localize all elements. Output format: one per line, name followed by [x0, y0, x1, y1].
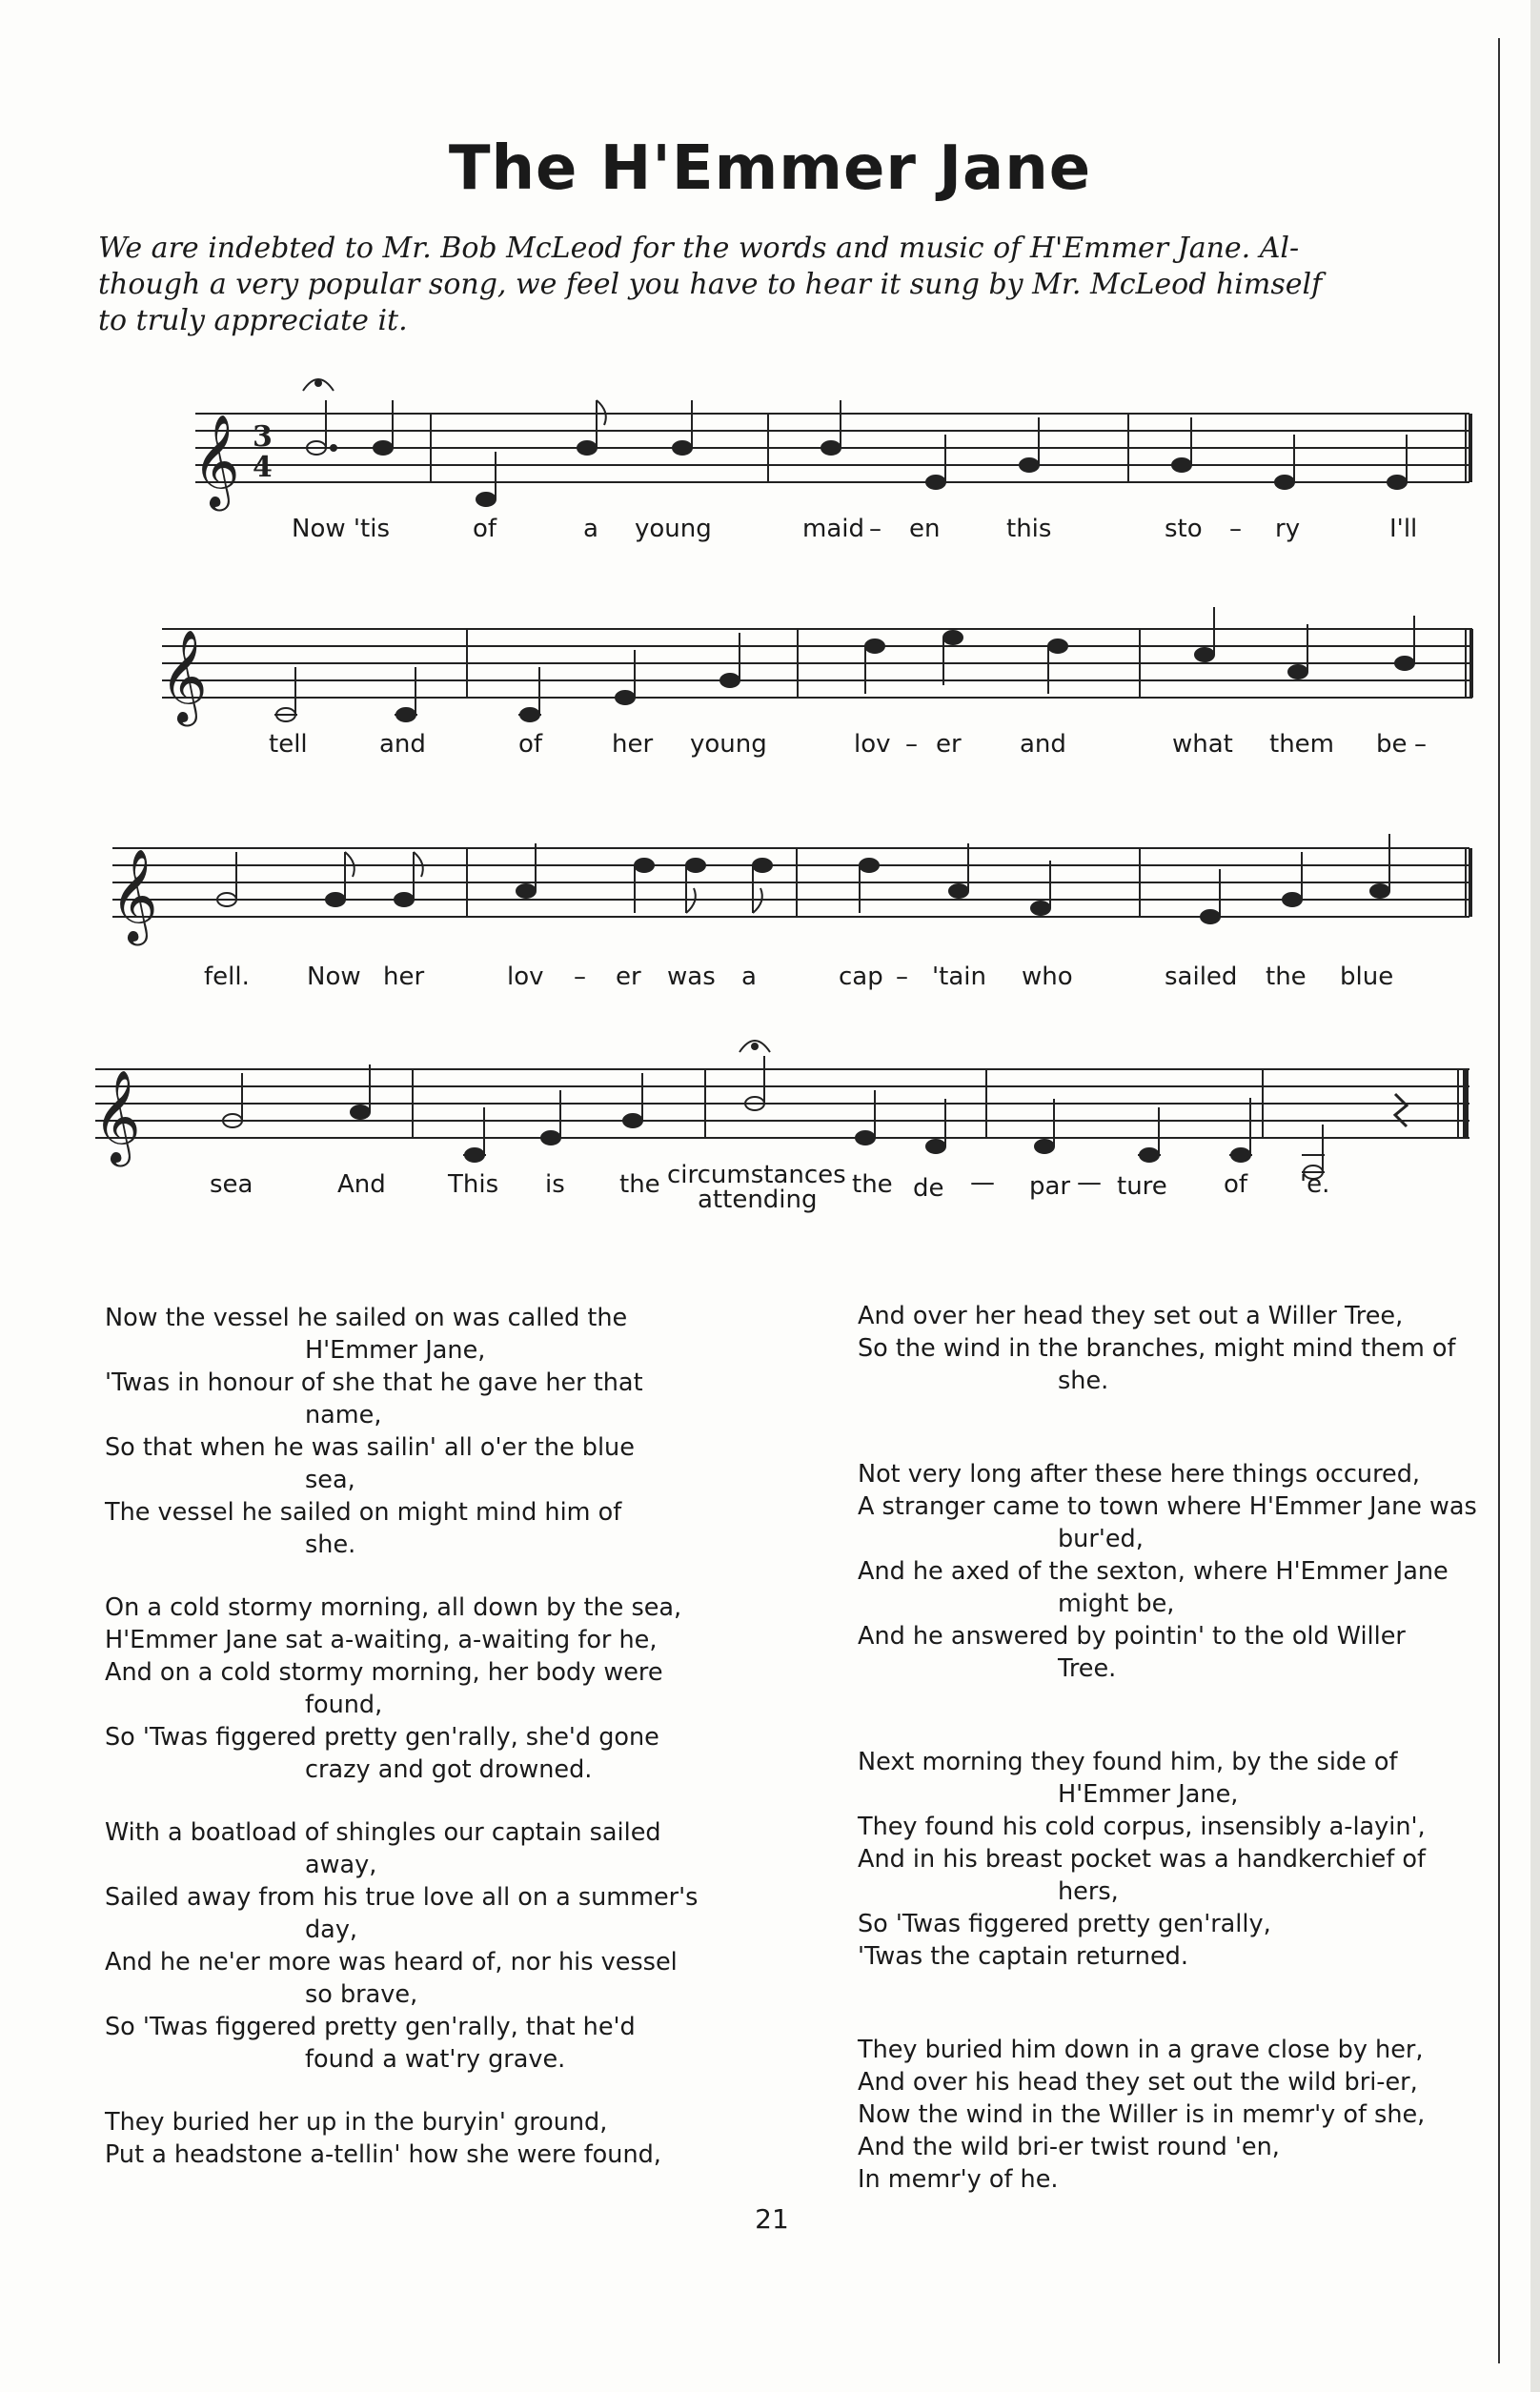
- lyric: blue: [1340, 963, 1394, 991]
- verse-line: H'Emmer Jane,: [305, 1336, 486, 1365]
- verse-line: away,: [305, 1851, 377, 1879]
- lyric: –: [574, 963, 586, 991]
- verse-line: Now the vessel he sailed on was called the: [105, 1304, 628, 1332]
- intro-line: We are indebted to Mr. Bob McLeod for the words and music of H'Emmer Jane. Al-: [98, 232, 1300, 265]
- verse-line: name,: [305, 1401, 382, 1429]
- lyric: de: [913, 1174, 944, 1203]
- lyric: –: [905, 730, 918, 759]
- verse-line: The vessel he sailed on might mind him of: [105, 1498, 622, 1527]
- intro-line: though a very popular song, we feel you have to hear it sung by Mr. McLeod himself: [98, 268, 1323, 301]
- lyric: –: [1229, 515, 1242, 543]
- verse-line: So that when he was sailin' all o'er the blue: [105, 1433, 635, 1462]
- verse-line: And on a cold stormy morning, her body were: [105, 1658, 663, 1687]
- verse-line: Tree.: [1058, 1654, 1117, 1683]
- treble-clef-icon: 𝄞: [93, 1069, 141, 1163]
- lyric: —: [970, 1168, 995, 1197]
- verse-line: So 'Twas figgered pretty gen'rally,: [858, 1910, 1271, 1938]
- lyric: er: [616, 963, 641, 991]
- verse-line: And he answered by pointin' to the old Willer: [858, 1622, 1406, 1651]
- verse-line: found,: [305, 1691, 383, 1719]
- verse-line: They buried him down in a grave close by her,: [858, 2036, 1424, 2064]
- verse-line: H'Emmer Jane sat a-waiting, a-waiting for he,: [105, 1626, 658, 1654]
- verse-line: A stranger came to town where H'Emmer Jane was: [858, 1492, 1477, 1521]
- verse-line: might be,: [1058, 1590, 1175, 1618]
- lyric: them: [1269, 730, 1334, 759]
- verse-line: she.: [1058, 1367, 1109, 1395]
- lyric: is: [545, 1170, 565, 1199]
- lyric: the: [619, 1170, 660, 1199]
- lyric: sto: [1165, 515, 1203, 543]
- staff-2: [162, 629, 1472, 698]
- lyric: –: [869, 515, 881, 543]
- intro-line: to truly appreciate it.: [98, 304, 408, 337]
- lyric: –: [1414, 730, 1427, 759]
- time-signature-bottom: 4: [253, 451, 273, 484]
- lyric: maid: [802, 515, 864, 543]
- lyric: 'e.: [1300, 1170, 1330, 1199]
- lyric: lov: [854, 730, 891, 759]
- verse-line: crazy and got drowned.: [305, 1755, 593, 1784]
- lyric: Now: [307, 963, 361, 991]
- stanza: [858, 2034, 1477, 2196]
- stanza: [105, 1591, 698, 1786]
- verse-line: Next morning they found him, by the side of: [858, 1748, 1398, 1776]
- verse-line: They found his cold corpus, insensibly a-layin',: [858, 1813, 1426, 1841]
- verse-line: bur'ed,: [1058, 1525, 1144, 1553]
- lyric: –: [896, 963, 908, 991]
- verse-line: On a cold stormy morning, all down by the sea,: [105, 1593, 682, 1622]
- verse-line: H'Emmer Jane,: [1058, 1780, 1239, 1809]
- staff-4: [95, 1069, 1469, 1138]
- verse-line: hers,: [1058, 1877, 1119, 1906]
- verse-line: Sailed away from his true love all on a summer's: [105, 1883, 699, 1912]
- stanza: [105, 1302, 698, 1561]
- lyric: a: [741, 963, 757, 991]
- verse-line: In memr'y of he.: [858, 2165, 1059, 2194]
- lyric: young: [635, 515, 712, 543]
- lyric: this: [1006, 515, 1052, 543]
- lyric: lov: [507, 963, 544, 991]
- verse-line: And in his breast pocket was a handkerchief of: [858, 1845, 1426, 1874]
- lyric: er: [936, 730, 962, 759]
- lyric: sea: [210, 1170, 253, 1199]
- lyric: of: [473, 515, 497, 543]
- verse-line: so brave,: [305, 1980, 418, 2009]
- verse-line: And over his head they set out the wild bri-er,: [858, 2068, 1418, 2097]
- lyric: tell: [269, 730, 308, 759]
- lyric: Now 'tis: [292, 515, 390, 543]
- verse-line: day,: [305, 1916, 358, 1944]
- verse-line: So 'Twas figgered pretty gen'rally, that he'd: [105, 2013, 636, 2041]
- verse-line: sea,: [305, 1466, 355, 1494]
- lyric: And: [337, 1170, 386, 1199]
- lyric: the: [852, 1170, 893, 1199]
- treble-clef-icon: 𝄞: [192, 414, 240, 507]
- lyric: what: [1172, 730, 1233, 759]
- verses-left-column: [105, 1302, 698, 2201]
- lyric: and: [1020, 730, 1066, 759]
- stanza: [105, 1816, 698, 2076]
- song-title: The H'Emmer Jane: [448, 133, 1092, 204]
- lyric: sailed: [1165, 963, 1238, 991]
- verse-line: 'Twas the captain returned.: [858, 1942, 1188, 1971]
- lyric: young: [690, 730, 767, 759]
- lyric: en: [909, 515, 941, 543]
- lyric: of: [1224, 1170, 1248, 1199]
- verse-line: And over her head they set out a Willer Tree,: [858, 1302, 1404, 1330]
- lyric: who: [1022, 963, 1073, 991]
- page-number: 21: [755, 2203, 789, 2235]
- verses-right-column: [858, 1300, 1477, 2226]
- verse-line: So 'Twas figgered pretty gen'rally, she'd gone: [105, 1723, 659, 1752]
- lyric: I'll: [1389, 515, 1418, 543]
- lyric: a: [583, 515, 598, 543]
- lyric: ture: [1117, 1172, 1167, 1201]
- lyric: was: [667, 963, 716, 991]
- verse-line: Not very long after these here things occured,: [858, 1460, 1420, 1489]
- verse-line: Now the wind in the Willer is in memr'y of she,: [858, 2100, 1426, 2129]
- lyric: be: [1376, 730, 1408, 759]
- lyric: —: [1077, 1168, 1102, 1197]
- lyric: This: [448, 1170, 499, 1199]
- lyric: circumstances: [667, 1161, 846, 1189]
- lyric: her: [383, 963, 425, 991]
- fermata-dot: [315, 380, 321, 386]
- verse-line: 'Twas in honour of she that he gave her that: [105, 1368, 643, 1397]
- lyric: and: [379, 730, 426, 759]
- staff-3: [112, 848, 1470, 917]
- treble-clef-icon: 𝄞: [111, 848, 158, 942]
- lyric: her: [612, 730, 654, 759]
- verse-line: They buried her up in the buryin' ground,: [105, 2108, 608, 2137]
- verse-line: found a wat'ry grave.: [305, 2045, 566, 2074]
- lyric: attending: [698, 1186, 818, 1214]
- lyric: ry: [1275, 515, 1301, 543]
- stanza: [858, 1300, 1477, 1397]
- lyric: 'tain: [932, 963, 986, 991]
- verse-line: she.: [305, 1530, 356, 1559]
- stanza: [858, 1746, 1477, 1973]
- stanza: [105, 2106, 698, 2171]
- verse-line: So the wind in the branches, might mind them of: [858, 1334, 1456, 1363]
- lyric: par: [1029, 1172, 1071, 1201]
- lyric: fell.: [204, 963, 250, 991]
- verse-line: With a boatload of shingles our captain sailed: [105, 1818, 661, 1847]
- lyric: cap: [839, 963, 883, 991]
- verse-line: And the wild bri-er twist round 'en,: [858, 2133, 1280, 2161]
- verse-line: And he ne'er more was heard of, nor his vessel: [105, 1948, 678, 1976]
- verse-line: And he axed of the sexton, where H'Emmer Jane: [858, 1557, 1449, 1586]
- lyric: of: [518, 730, 543, 759]
- treble-clef-icon: 𝄞: [160, 629, 208, 722]
- verse-line: Put a headstone a-tellin' how she were found,: [105, 2140, 661, 2169]
- stanza: [858, 1458, 1477, 1685]
- lyric: the: [1266, 963, 1307, 991]
- time-signature-top: 3: [253, 420, 273, 454]
